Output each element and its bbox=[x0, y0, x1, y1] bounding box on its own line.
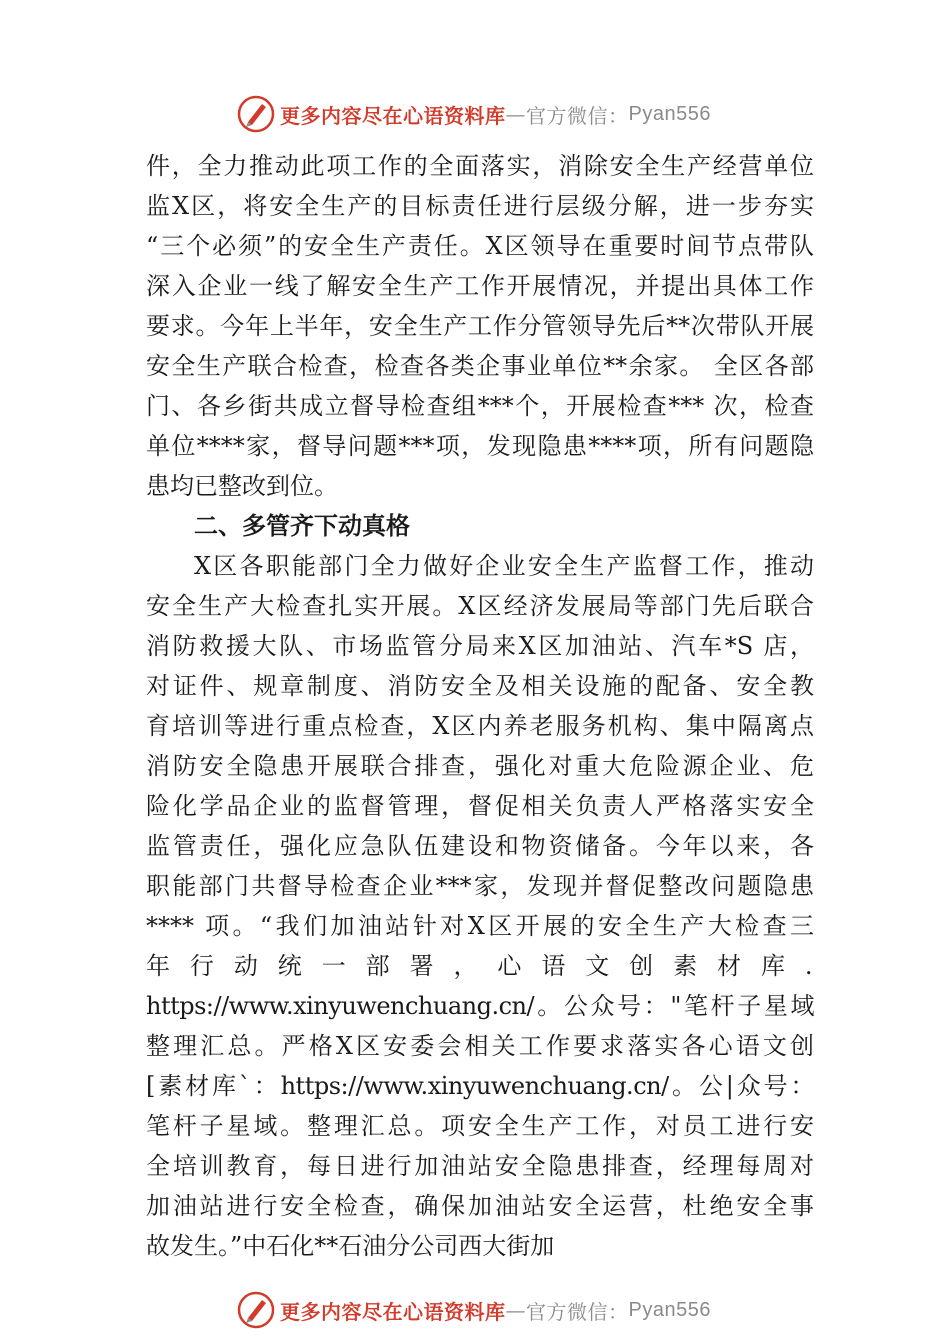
watermark-dash: — bbox=[505, 1298, 526, 1322]
watermark-red-text: 更多内容尽在心语资料库 bbox=[280, 103, 506, 128]
body-line: 消防安全隐患开展联合排查，强化对重大危险源企业、危 bbox=[146, 752, 814, 780]
body-line: 单位****家，督导问题***项，发现隐患****项，所有问题隐 bbox=[146, 432, 814, 460]
body-line: 笔杆子星域。整理汇总。项安全生产工作，对员工进行安 bbox=[146, 1112, 814, 1140]
body-line: 深入企业一线了解安全生产工作开展情况，并提出具体工作 bbox=[146, 272, 814, 300]
body-line: 险化学品企业的监督管理，督促相关负责人严格落实安全 bbox=[146, 792, 814, 820]
body-line: **** 项。“我们加油站针对X区开展的安全生产大检查三 bbox=[146, 912, 814, 940]
body-line: X区各职能部门全力做好企业安全生产监督工作，推动 bbox=[194, 552, 814, 580]
watermark-gray-text: 官方微信： bbox=[526, 1299, 629, 1324]
body-line: 对证件、规章制度、消防安全及相关设施的配备、安全教 bbox=[146, 672, 814, 700]
body-line: https://www.xinyuwenchuang.cn/。公众号："笔杆子星域 bbox=[146, 992, 814, 1020]
body-line: “三个必须”的安全生产责任。X区领导在重要时间节点带队 bbox=[146, 232, 814, 260]
section-heading: 二、多管齐下动真格 bbox=[194, 512, 410, 540]
body-line: 件，全力推动此项工作的全面落实，消除安全生产经营单位 bbox=[146, 152, 814, 180]
body-line: [素材库`：https://www.xinyuwenchuang.cn/。公|众号： bbox=[146, 1072, 814, 1100]
body-line: 育培训等进行重点检查，X区内养老服务机构、集中隔离点 bbox=[146, 712, 814, 740]
watermark-red-text: 更多内容尽在心语资料库 bbox=[280, 1299, 506, 1324]
body-line: 安全生产联合检查，检查各类企事业单位**余家。 全区各部 bbox=[146, 352, 814, 380]
body-line: 整理汇总。严格X区安委会相关工作要求落实各心语文创 bbox=[146, 1032, 814, 1060]
body-line: 安全生产大检查扎实开展。X区经济发展局等部门先后联合 bbox=[146, 592, 814, 620]
document-body bbox=[146, 146, 814, 1266]
watermark-gray-text: 官方微信： bbox=[526, 103, 629, 128]
body-line: 监X区，将安全生产的目标责任进行层级分解，进一步夯实 bbox=[146, 192, 814, 220]
body-line: 消防救援大队、市场监管分局来X区加油站、汽车*S 店， bbox=[146, 632, 814, 660]
body-line: 要求。今年上半年，安全生产工作分管领导先后**次带队开展 bbox=[146, 312, 814, 340]
body-line: 职能部门共督导检查企业***家，发现并督促整改问题隐患 bbox=[146, 872, 814, 900]
watermark-id: Pyan556 bbox=[628, 1298, 711, 1321]
header-watermark bbox=[236, 92, 756, 136]
body-line: 故发生。”中石化**石油分公司西大街加 bbox=[146, 1232, 555, 1260]
body-line: 加油站进行安全检查，确保加油站安全运营，杜绝安全事 bbox=[146, 1192, 814, 1220]
body-line: 患均已整改到位。 bbox=[146, 472, 338, 500]
pen-logo-icon bbox=[236, 94, 276, 134]
body-line: 监管责任，强化应急队伍建设和物资储备。今年以来，各 bbox=[146, 832, 814, 860]
watermark-id: Pyan556 bbox=[628, 102, 711, 125]
footer-watermark bbox=[236, 1288, 756, 1332]
body-line: 门、各乡街共成立督导检查组***个，开展检查*** 次，检查 bbox=[146, 392, 814, 420]
body-line: 年 行 动 统 一 部 署 ， 心 语 文 创 素 材 库 . bbox=[146, 952, 814, 980]
body-line: 全培训教育，每日进行加油站安全隐患排查，经理每周对 bbox=[146, 1152, 814, 1180]
pen-logo-icon bbox=[236, 1290, 276, 1330]
watermark-dash: — bbox=[505, 102, 526, 126]
